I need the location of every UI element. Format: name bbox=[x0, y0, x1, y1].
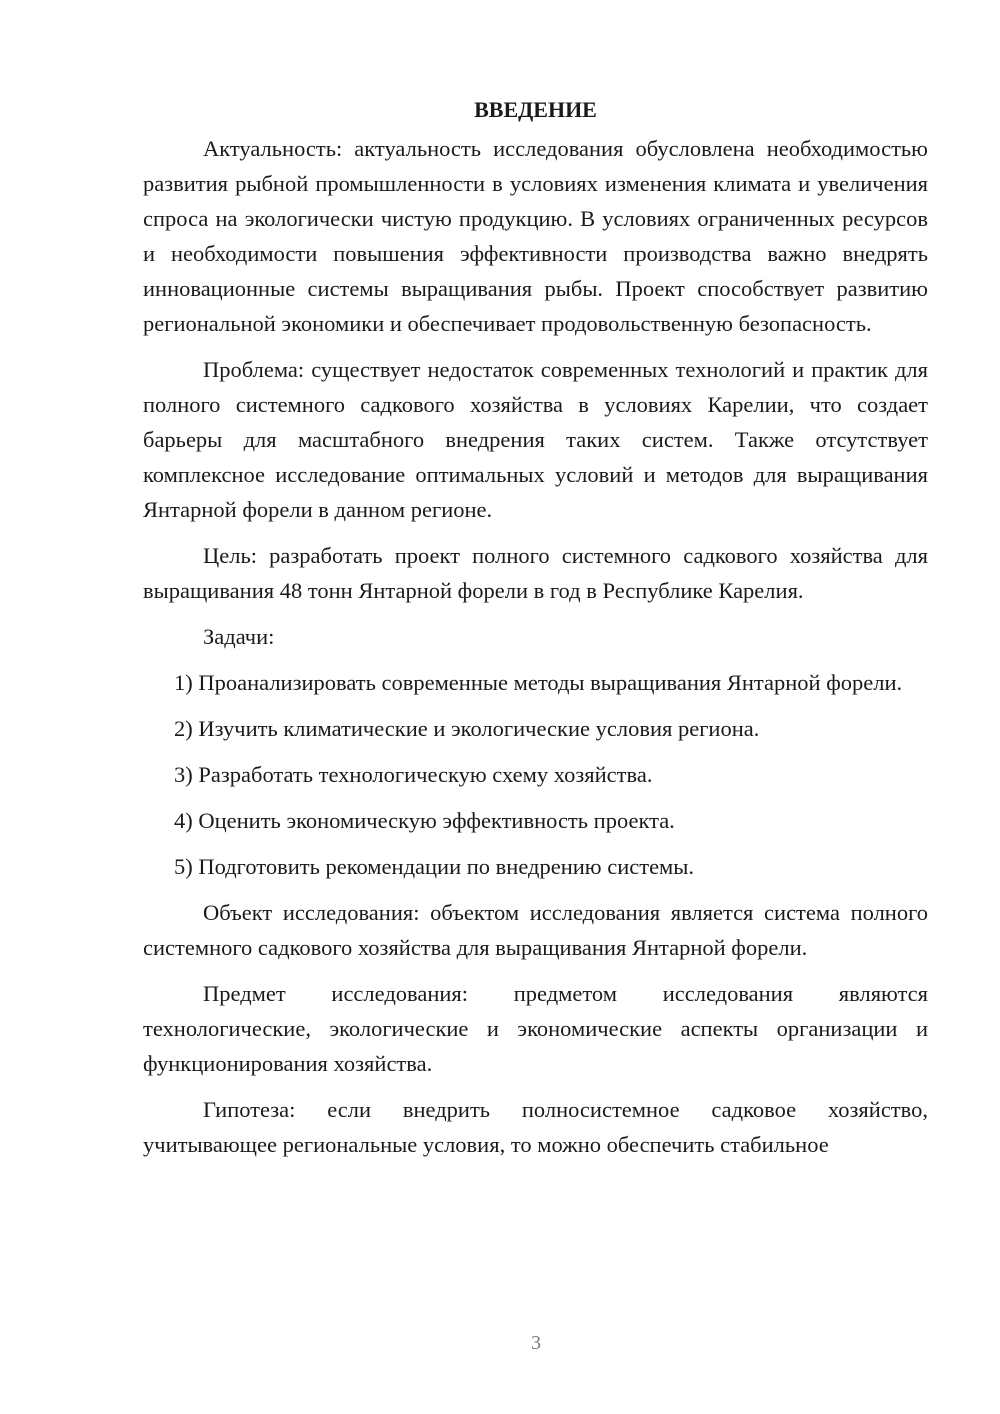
tasks-label: Задачи: bbox=[203, 624, 275, 649]
paragraph-goal: Цель: разработать проект полного системного садкового хозяйства для выращивания 48 тонн Янтарной форели в год в Республике Карелия. bbox=[143, 543, 928, 603]
list-item: 3) Разработать технологическую схему хозяйства. bbox=[174, 762, 653, 787]
list-item: 4) Оценить экономическую эффективность проекта. bbox=[174, 808, 675, 833]
paragraph-hypothesis: Гипотеза: если внедрить полносистемное садковое хозяйство, учитывающее региональные условия, то можно обеспечить стабильное bbox=[143, 1097, 928, 1157]
tasks-list bbox=[143, 665, 928, 884]
list-item: 2) Изучить климатические и экологические условия региона. bbox=[174, 716, 760, 741]
document-page bbox=[143, 95, 928, 1162]
page-number: 3 bbox=[531, 1332, 541, 1354]
paragraph-object: Объект исследования: объектом исследования является система полного системного садкового хозяйства для выращивания Янтарной форели. bbox=[143, 900, 928, 960]
paragraph-problem: Проблема: существует недостаток современных технологий и практик для полного системного садкового хозяйства в условиях Карелии, что создает барьеры для масштабного внедрения таких систем. Также отсутствует комплексное исследование оптимальных условий и методов для выращивания Янтарной форели в данном регионе. bbox=[143, 357, 928, 522]
section-title: ВВЕДЕНИЕ bbox=[474, 97, 597, 122]
list-item: 1) Проанализировать современные методы выращивания Янтарной форели. bbox=[174, 670, 903, 695]
list-item: 5) Подготовить рекомендации по внедрению системы. bbox=[174, 854, 695, 879]
paragraph-subject: Предмет исследования: предметом исследования являются технологические, экологические и экономические аспекты организации и функционирования хозяйства. bbox=[143, 981, 928, 1076]
paragraph-relevance: Актуальность: актуальность исследования обусловлена необходимостью развития рыбной промышленности в условиях изменения климата и увеличения спроса на экологически чистую продукцию. В условиях ограниченных ресурсов и необходимости повышения эффективности производства важно внедрять инновационные системы выращивания рыбы. Проект способствует развитию региональной экономики и обеспечивает продовольственную безопасность. bbox=[143, 136, 928, 336]
